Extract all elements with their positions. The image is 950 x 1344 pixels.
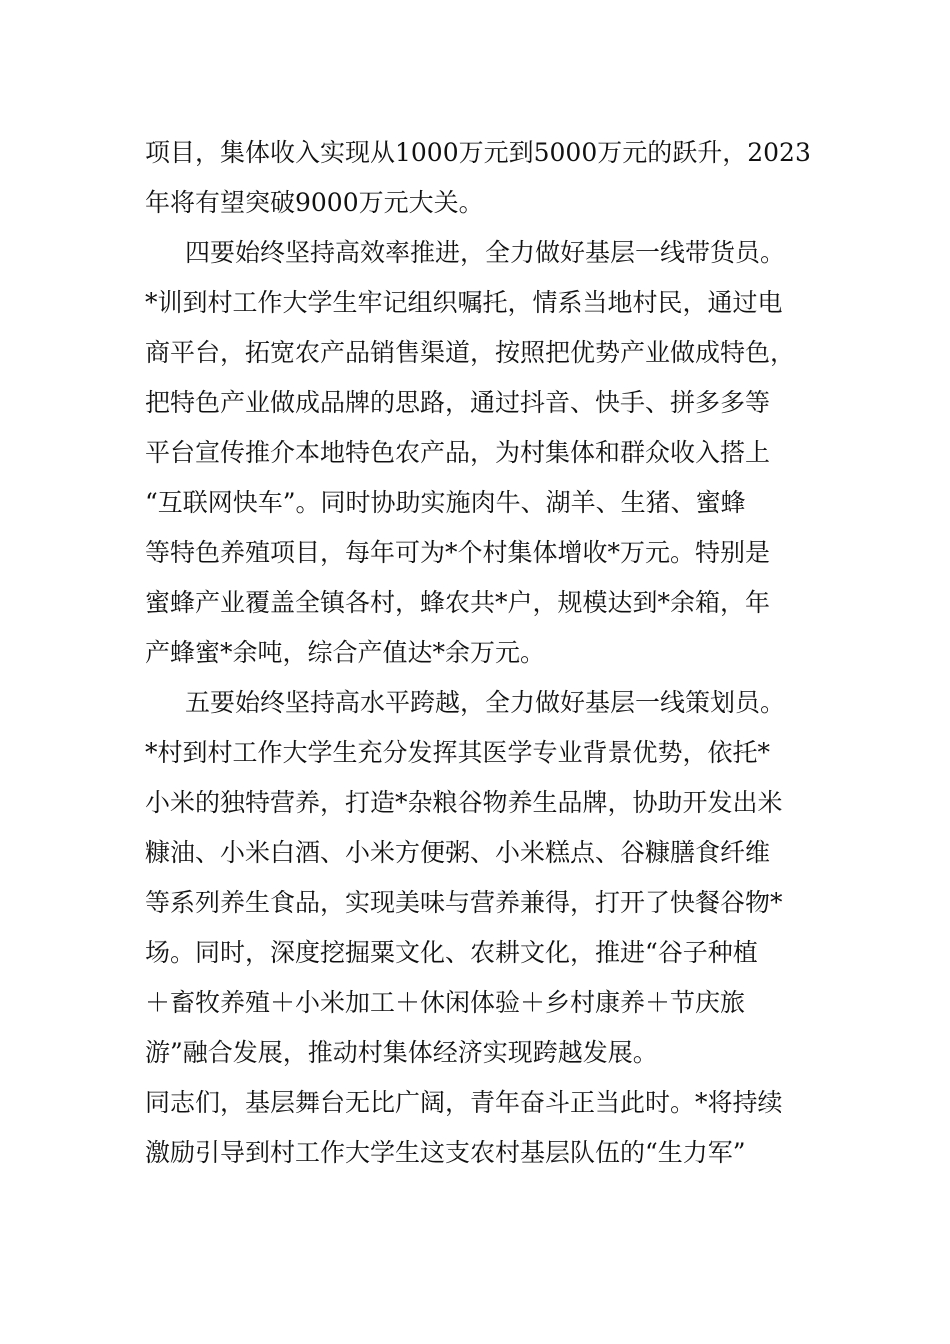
- text-line: *村到村工作大学生充分发挥其医学专业背景优势，依托*: [145, 738, 771, 767]
- text-line: 等特色养殖项目，每年可为*个村集体增收*万元。特别是: [145, 538, 771, 567]
- text-line: 四要始终坚持高效率推进，全力做好基层一线带货员。: [185, 238, 786, 267]
- text-line: 项目，集体收入实现从1000万元到5000万元的跃升，2023: [145, 138, 811, 167]
- text-line: 同志们，基层舞台无比广阔，青年奋斗正当此时。*将持续: [145, 1088, 783, 1117]
- text-line: “互联网快车”。同时协助实施肉牛、湖羊、生猪、蜜蜂: [145, 488, 746, 517]
- text-line: 年将有望突破9000万元大关。: [145, 188, 484, 217]
- text-line: 等系列养生食品，实现美味与营养兼得，打开了快餐谷物*: [145, 888, 783, 917]
- text-line: ＋畜牧养殖＋小米加工＋休闲体验＋乡村康养＋节庆旅: [145, 988, 746, 1017]
- text-line: 小米的独特营养，打造*杂粮谷物养生品牌，协助开发出米: [145, 788, 783, 817]
- text-line: 五要始终坚持高水平跨越，全力做好基层一线策划员。: [185, 688, 786, 717]
- text-line: 场。同时，深度挖掘粟文化、农耕文化，推进“谷子种植: [145, 938, 758, 967]
- text-line: 糠油、小米白酒、小米方便粥、小米糕点、谷糠膳食纤维: [145, 838, 771, 867]
- text-line: 平台宣传推介本地特色农产品，为村集体和群众收入搭上: [145, 438, 771, 467]
- text-line: 把特色产业做成品牌的思路，通过抖音、快手、拼多多等: [145, 388, 771, 417]
- text-line: 激励引导到村工作大学生这支农村基层队伍的“生力军”: [145, 1138, 746, 1167]
- text-line: 产蜂蜜*余吨，综合产值达*余万元。: [145, 638, 546, 667]
- text-line: *训到村工作大学生牢记组织嘱托，情系当地村民，通过电: [145, 288, 783, 317]
- text-line: 游”融合发展，推动村集体经济实现跨越发展。: [145, 1038, 658, 1067]
- document-body: [145, 128, 815, 1178]
- text-line: 蜜蜂产业覆盖全镇各村，蜂农共*户，规模达到*余箱，年: [145, 588, 771, 617]
- text-line: 商平台，拓宽农产品销售渠道，按照把优势产业做成特色，: [145, 338, 796, 367]
